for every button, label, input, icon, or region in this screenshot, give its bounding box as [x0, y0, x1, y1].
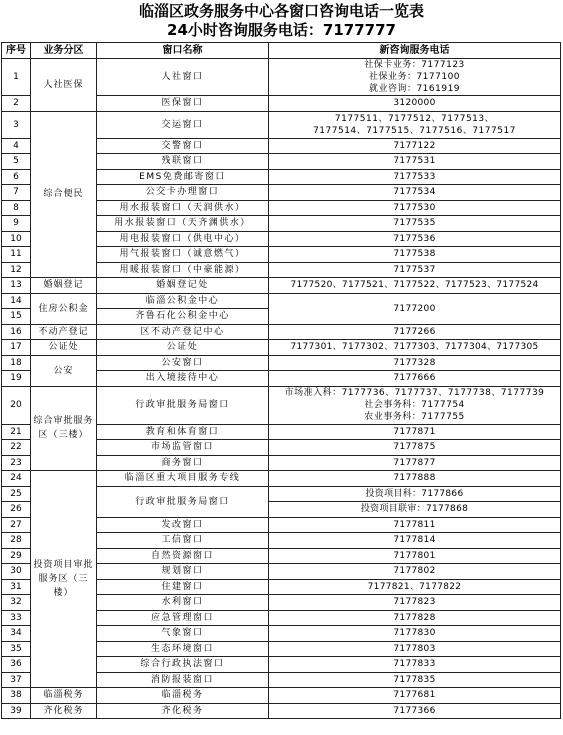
- phone-cell: 7177536: [269, 231, 561, 247]
- area-cell: 公证处: [31, 340, 97, 356]
- window-name: 用水报装窗口（天润供水）: [97, 200, 269, 216]
- phone-cell: 7177328: [269, 355, 561, 371]
- window-name: EMS免费邮寄窗口: [97, 169, 269, 185]
- phone-cell: 7177875: [269, 440, 561, 456]
- contact-table: [1, 42, 561, 719]
- hotline-subtitle: 24小时咨询服务电话：7177777: [167, 21, 396, 39]
- row-number: 11: [2, 247, 31, 263]
- table-header-row: [2, 43, 561, 59]
- window-name: 用电报装窗口（供电中心）: [97, 231, 269, 247]
- window-name: 住建窗口: [97, 579, 269, 595]
- row-number: 17: [2, 340, 31, 356]
- row-number: 19: [2, 371, 31, 387]
- window-name: 工信窗口: [97, 533, 269, 549]
- table-row: [2, 355, 561, 371]
- window-name: 用水报装窗口（天齐渊供水）: [97, 216, 269, 232]
- phone-cell: 7177835: [269, 672, 561, 688]
- phone-line: 社会事务科：7177754: [364, 400, 465, 410]
- phone-cell: 7177821、7177822: [269, 579, 561, 595]
- window-name: 交运窗口: [97, 111, 269, 138]
- window-name: 发改窗口: [97, 517, 269, 533]
- row-number: 24: [2, 471, 31, 487]
- phone-cell: 投资项目联审：7177868: [269, 502, 561, 518]
- phone-cell: 7177366: [269, 703, 561, 719]
- row-number: 23: [2, 455, 31, 471]
- window-name: 自然资源窗口: [97, 548, 269, 564]
- row-number: 32: [2, 595, 31, 611]
- table-row: [2, 59, 561, 96]
- row-number: 16: [2, 324, 31, 340]
- phone-cell: 7177122: [269, 138, 561, 154]
- window-name: 用气报装窗口（诚意燃气）: [97, 247, 269, 263]
- phone-cell: 7177801: [269, 548, 561, 564]
- row-number: 35: [2, 641, 31, 657]
- row-number: 2: [2, 96, 31, 112]
- window-name: 公安窗口: [97, 355, 269, 371]
- row-number: 15: [2, 309, 31, 325]
- phone-cell: [269, 111, 561, 138]
- phone-cell: 7177681: [269, 688, 561, 704]
- row-number: 29: [2, 548, 31, 564]
- row-number: 28: [2, 533, 31, 549]
- window-name: 临淄税务: [97, 688, 269, 704]
- row-number: 9: [2, 216, 31, 232]
- window-name: 齐鲁石化公积金中心: [97, 309, 269, 325]
- phone-cell: 7177533: [269, 169, 561, 185]
- area-cell: 婚姻登记: [31, 278, 97, 294]
- window-name: 气象窗口: [97, 626, 269, 642]
- phone-cell: [269, 59, 561, 96]
- area-cell: 投资项目审批服务区（三楼）: [31, 471, 97, 688]
- table-row: [2, 278, 561, 294]
- phone-line: 社保卡业务：7177123: [364, 60, 465, 70]
- row-number: 34: [2, 626, 31, 642]
- phone-cell: 7177811: [269, 517, 561, 533]
- window-name: 商务窗口: [97, 455, 269, 471]
- window-name: 人社窗口: [97, 59, 269, 96]
- row-number: 37: [2, 672, 31, 688]
- phone-cell: 7177266: [269, 324, 561, 340]
- window-name: 公证处: [97, 340, 269, 356]
- window-name: 规划窗口: [97, 564, 269, 580]
- row-number: 13: [2, 278, 31, 294]
- area-cell: 齐化税务: [31, 703, 97, 719]
- phone-cell: 7177666: [269, 371, 561, 387]
- row-number: 25: [2, 486, 31, 502]
- row-number: 8: [2, 200, 31, 216]
- row-number: 7: [2, 185, 31, 201]
- area-cell: 人社医保: [31, 59, 97, 112]
- area-cell: 住房公积金: [31, 293, 97, 324]
- window-name: 行政审批服务局窗口: [97, 486, 269, 517]
- table-row: [2, 703, 561, 719]
- window-name: 公交卡办理窗口: [97, 185, 269, 201]
- phone-line: 市场准入科：7177736、7177737、7177738、7177739: [284, 388, 545, 398]
- phone-cell: 7177301、7177302、7177303、7177304、7177305: [269, 340, 561, 356]
- row-number: 22: [2, 440, 31, 456]
- phone-cell: 7177535: [269, 216, 561, 232]
- window-name: 行政审批服务局窗口: [97, 386, 269, 424]
- phone-cell: 7177803: [269, 641, 561, 657]
- row-number: 3: [2, 111, 31, 138]
- area-cell: 不动产登记: [31, 324, 97, 340]
- area-cell: 综合便民: [31, 111, 97, 278]
- window-name: 齐化税务: [97, 703, 269, 719]
- phone-cell: 7177200: [269, 293, 561, 324]
- header-window: 窗口名称: [97, 43, 269, 59]
- row-number: 4: [2, 138, 31, 154]
- header-phone: 新咨询服务电话: [269, 43, 561, 59]
- row-number: 26: [2, 502, 31, 518]
- window-name: 教育和体育窗口: [97, 424, 269, 440]
- window-name: 消防报装窗口: [97, 672, 269, 688]
- row-number: 20: [2, 386, 31, 424]
- window-name: 临淄区重大项目服务专线: [97, 471, 269, 487]
- window-name: 区不动产登记中心: [97, 324, 269, 340]
- phone-line: 7177514、7177515、7177516、7177517: [313, 125, 516, 136]
- area-cell: 临淄税务: [31, 688, 97, 704]
- row-number: 27: [2, 517, 31, 533]
- phone-cell: 7177802: [269, 564, 561, 580]
- phone-cell: 3120000: [269, 96, 561, 112]
- row-number: 33: [2, 610, 31, 626]
- phone-cell: 7177888: [269, 471, 561, 487]
- window-name: 综合行政执法窗口: [97, 657, 269, 673]
- row-number: 18: [2, 355, 31, 371]
- window-name: 生态环境窗口: [97, 641, 269, 657]
- table-row: [2, 324, 561, 340]
- phone-cell: 7177534: [269, 185, 561, 201]
- window-name: 婚姻登记处: [97, 278, 269, 294]
- phone-cell: 7177538: [269, 247, 561, 263]
- phone-cell: [269, 386, 561, 424]
- phone-cell: 7177828: [269, 610, 561, 626]
- window-name: 临淄公积金中心: [97, 293, 269, 309]
- phone-line: 7177511、7177512、7177513、: [334, 113, 495, 124]
- area-cell: 综合审批服务区（三楼）: [31, 386, 97, 471]
- table-row: [2, 340, 561, 356]
- phone-cell: 投资项目科：7177866: [269, 486, 561, 502]
- phone-cell: 7177530: [269, 200, 561, 216]
- phone-line: 农业事务科：7177755: [364, 412, 465, 422]
- row-number: 1: [2, 59, 31, 96]
- window-name: 残联窗口: [97, 154, 269, 170]
- row-number: 5: [2, 154, 31, 170]
- phone-cell: 7177823: [269, 595, 561, 611]
- header-area: 业务分区: [31, 43, 97, 59]
- area-cell: 公安: [31, 355, 97, 386]
- phone-cell: 7177833: [269, 657, 561, 673]
- table-row: [2, 293, 561, 309]
- phone-line: 社保业务：7177100: [368, 72, 461, 82]
- window-name: 出入境接待中心: [97, 371, 269, 387]
- row-number: 39: [2, 703, 31, 719]
- window-name: 市场监管窗口: [97, 440, 269, 456]
- phone-cell: 7177520、7177521、7177522、7177523、7177524: [269, 278, 561, 294]
- table-row: [2, 386, 561, 424]
- window-name: 用暖报装窗口（中豪能源）: [97, 262, 269, 278]
- phone-line: 就业咨询：7161919: [368, 84, 461, 94]
- table-row: [2, 111, 561, 138]
- phone-cell: 7177830: [269, 626, 561, 642]
- row-number: 38: [2, 688, 31, 704]
- phone-cell: 7177537: [269, 262, 561, 278]
- phone-cell: 7177877: [269, 455, 561, 471]
- phone-cell: 7177531: [269, 154, 561, 170]
- row-number: 21: [2, 424, 31, 440]
- window-name: 医保窗口: [97, 96, 269, 112]
- table-row: [2, 688, 561, 704]
- row-number: 14: [2, 293, 31, 309]
- window-name: 水利窗口: [97, 595, 269, 611]
- row-number: 36: [2, 657, 31, 673]
- window-name: 应急管理窗口: [97, 610, 269, 626]
- phone-cell: 7177814: [269, 533, 561, 549]
- table-row: [2, 471, 561, 487]
- row-number: 10: [2, 231, 31, 247]
- row-number: 6: [2, 169, 31, 185]
- row-number: 31: [2, 579, 31, 595]
- row-number: 12: [2, 262, 31, 278]
- window-name: 交警窗口: [97, 138, 269, 154]
- header-no: 序号: [2, 43, 31, 59]
- phone-cell: 7177871: [269, 424, 561, 440]
- row-number: 30: [2, 564, 31, 580]
- page-title: 临淄区政务服务中心各窗口咨询电话一览表: [138, 2, 424, 20]
